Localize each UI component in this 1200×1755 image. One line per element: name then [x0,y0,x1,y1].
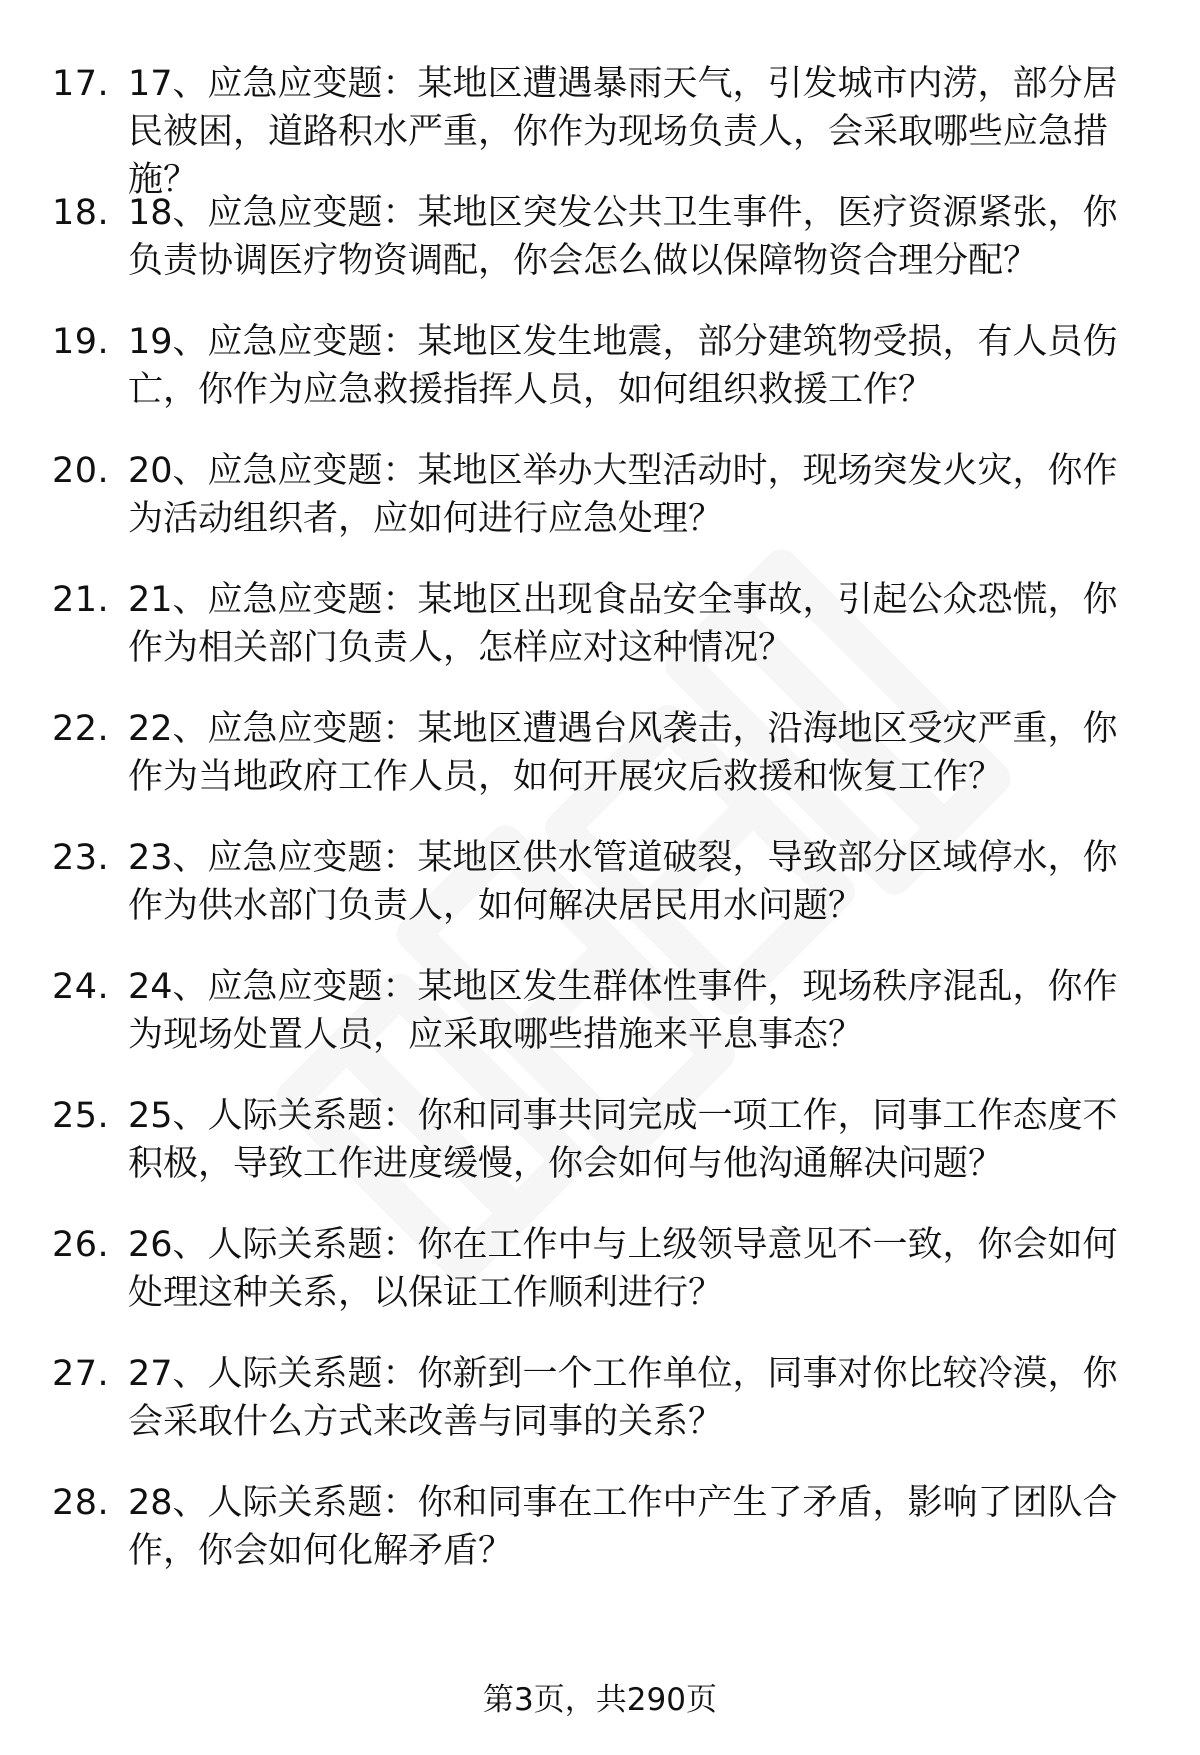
question-number: 20. [52,451,110,491]
question-number: 28. [52,1483,110,1523]
question-number: 23. [52,838,110,878]
question-item [52,834,1152,963]
question-item [52,1350,1152,1479]
question-number: 27. [52,1354,110,1394]
question-item [52,963,1152,1092]
question-item [52,1221,1152,1350]
question-item [52,60,1152,200]
question-item [52,1092,1152,1221]
question-number: 26. [52,1225,110,1265]
question-text: 19、应急应变题：某地区发生地震，部分建筑物受损，有人员伤亡，你作为应急救援指挥人员，如何组织救援工作？ [128,322,1118,410]
question-text: 23、应急应变题：某地区供水管道破裂，导致部分区域停水，你作为供水部门负责人，如何解决居民用水问题？ [128,838,1118,926]
question-item [52,705,1152,834]
question-number: 21. [52,580,110,620]
question-item [52,447,1152,576]
question-text: 21、应急应变题：某地区出现食品安全事故，引起公众恐慌，你作为相关部门负责人，怎样应对这种情况？ [128,580,1118,668]
question-item [52,1479,1152,1608]
question-number: 22. [52,709,110,749]
question-text: 25、人际关系题：你和同事共同完成一项工作，同事工作态度不积极，导致工作进度缓慢，你会如何与他沟通解决问题？ [128,1096,1118,1184]
question-text: 28、人际关系题：你和同事在工作中产生了矛盾，影响了团队合作，你会如何化解矛盾？ [128,1483,1118,1571]
question-text: 20、应急应变题：某地区举办大型活动时，现场突发火灾，你作为活动组织者，应如何进行应急处理？ [128,451,1118,539]
question-list [52,60,1152,1608]
question-item [52,318,1152,447]
question-text: 22、应急应变题：某地区遭遇台风袭击，沿海地区受灾严重，你作为当地政府工作人员，如何开展灾后救援和恢复工作？ [128,709,1118,797]
question-text: 18、应急应变题：某地区突发公共卫生事件，医疗资源紧张，你负责协调医疗物资调配，你会怎么做以保障物资合理分配？ [128,193,1118,281]
question-item [52,189,1152,318]
question-text: 24、应急应变题：某地区发生群体性事件，现场秩序混乱，你作为现场处置人员，应采取哪些措施来平息事态？ [128,967,1118,1055]
question-number: 18. [52,193,110,233]
page-footer: 第3页，共290页 [483,1682,717,1718]
question-text: 27、人际关系题：你新到一个工作单位，同事对你比较冷漠，你会采取什么方式来改善与同事的关系？ [128,1354,1118,1442]
question-number: 25. [52,1096,110,1136]
question-number: 19. [52,322,110,362]
question-text: 17、应急应变题：某地区遭遇暴雨天气，引发城市内涝，部分居民被困，道路积水严重，你作为现场负责人，会采取哪些应急措施？ [128,64,1118,200]
question-number: 17. [52,64,110,104]
question-number: 24. [52,967,110,1007]
question-text: 26、人际关系题：你在工作中与上级领导意见不一致，你会如何处理这种关系，以保证工作顺利进行？ [128,1225,1118,1313]
question-item [52,576,1152,705]
